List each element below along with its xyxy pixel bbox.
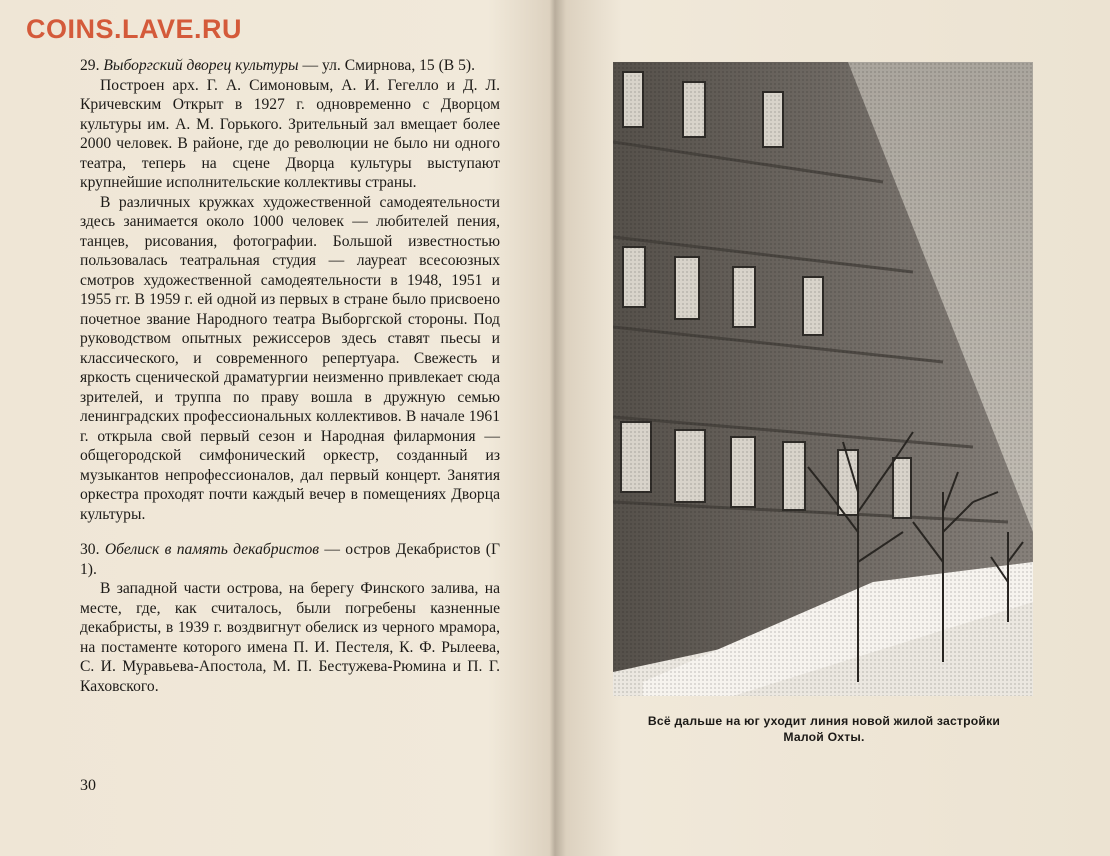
photo-caption xyxy=(610,713,1038,745)
entry-29 xyxy=(80,56,500,524)
entry-address: — остров Декабристов (Г 1). xyxy=(80,541,500,578)
building-photo-icon xyxy=(613,62,1033,696)
entry-title: Обелиск в память декабристов xyxy=(104,541,320,558)
entry-title: Выборгский дворец культуры xyxy=(103,57,299,74)
entry-address: — ул. Смирнова, 15 (В 5). xyxy=(298,57,475,74)
entry-30 xyxy=(80,540,500,696)
entry-heading xyxy=(80,56,500,76)
entry-heading xyxy=(80,540,500,579)
entry-number: 30. xyxy=(80,541,100,558)
paragraph: Построен арх. Г. А. Симоновым, А. И. Гегелло и Д. Л. Кричевским Открыт в 1927 г. одновременно с Дворцом культуры им. А. М. Горького. Зрительный зал вмещает более 2000 человек. В районе, где до революции не было ни одного театра, теперь на сцене Дворца культуры выступают крупнейшие исполнительские коллективы страны. xyxy=(80,76,500,191)
caption-line: Всё дальше на юг уходит линия новой жилой застройки xyxy=(647,714,1001,728)
paragraph: В западной части острова, на берегу Финского залива, на месте, где, как считалось, были погребены казненные декабристы, в 1939 г. воздвигнут обелиск из черного мрамора, на постаменте которого имена П. И. Пестеля, К. Ф. Рылеева, С. И. Муравьева-Апостола, М. П. Бестужева-Рюмина и П. Г. Каховского. xyxy=(80,580,500,695)
left-page xyxy=(80,56,500,696)
watermark: COINS.LAVE.RU xyxy=(26,14,243,44)
caption-line: Малой Охты. xyxy=(783,730,865,744)
paragraph: В различных кружках художественной самодеятельности здесь занимается около 1000 человек — любителей пения, танцев, рисования, фотографии. Большой известностью пользовалась театральная студия — лауреат всесоюзных смотров художественной самодеятельности в 1948, 1951 и 1955 гг. В 1959 г. ей одной из первых в стране было присвоено почетное звание Народного театра Выборгской стороны. Под руководством опытных режиссеров здесь ставят пьесы и классического, и современного репертуара. Свежесть и яркость сценической драматургии неизменно привлекает сюда зрителей, и труппа по праву вошла в дружную семью ленинградских профессиональных коллективов. В начале 1961 г. открыла свой первый сезон и Народная филармония — общегородской симфонический оркестр, созданный из музыкантов непрофессионалов, дал первый концерт. Занятия оркестра проходят почти каждый вечер в помещениях Дворца культуры. xyxy=(80,193,500,523)
building-photo xyxy=(613,62,1033,696)
entry-number: 29. xyxy=(80,57,100,74)
page-number: 30 xyxy=(80,777,96,794)
